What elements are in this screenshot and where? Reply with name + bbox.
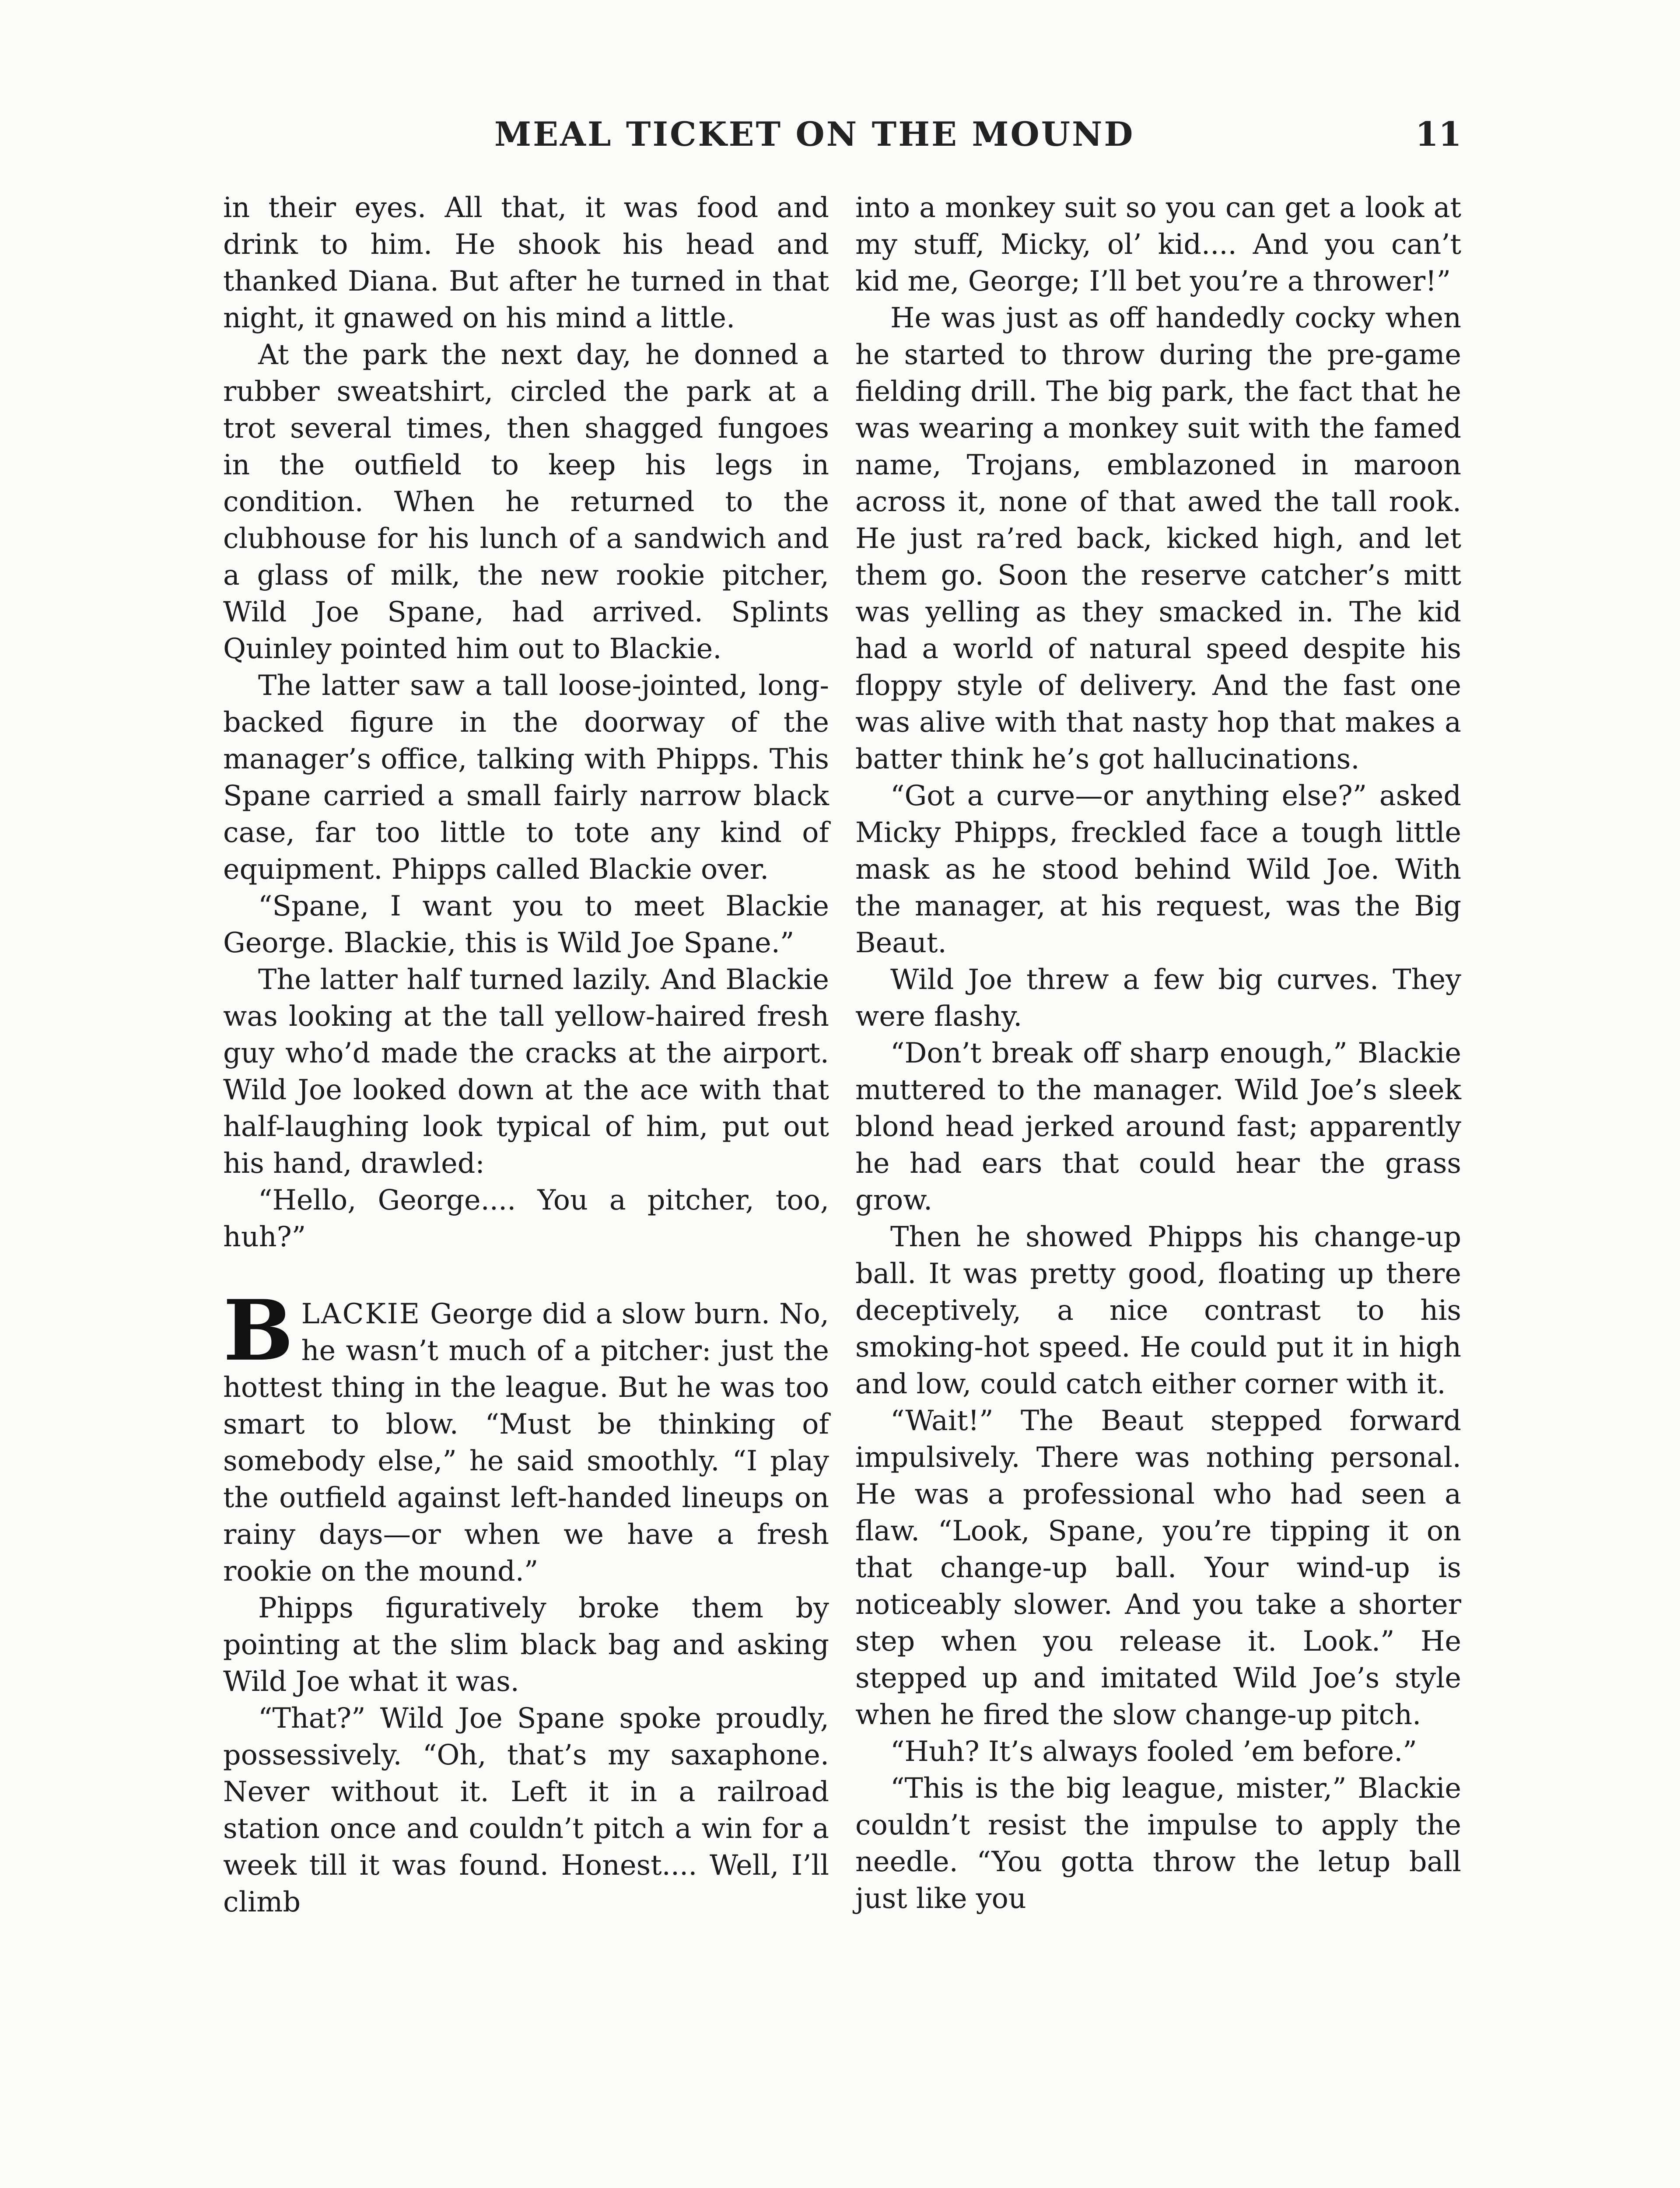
- right-column: [855, 189, 1461, 1917]
- page-number: 11: [1415, 115, 1462, 154]
- paragraph: “Wait!” The Beaut stepped forward impulsively. There was nothing personal. He was a professional who had seen a flaw. “Look, Spane, you’re tipping it on that change-up ball. Your wind-up is noticeably slower. And you take a shorter step when you release it. Look.” He stepped up and imitated Wild Joe’s style when he fired the slow change-up pitch.: [855, 1404, 1461, 1731]
- paragraph: in their eyes. All that, it was food and drink to him. He shook his head and thanked Diana. But after he turned in that night, it gnawed on his mind a little.: [223, 191, 829, 334]
- dropcap-word-rest: LACKIE: [301, 1297, 421, 1330]
- paragraph: At the park the next day, he donned a rubber sweatshirt, circled the park at a trot several times, then shagged fungoes in the outfield to keep his legs in condition. When he returned to the clubhouse for his lunch of a sandwich and a glass of milk, the new rookie pitcher, Wild Joe Spane, had arrived. Splints Quinley pointed him out to Blackie.: [223, 338, 829, 665]
- dropcap-text: George did a slow burn. No, he wasn’t much of a pitcher: just the hottest thing in the league. But he was too smart to blow. “Must be thinking of somebody else,” he said smoothly. “I play the outfield against left-handed lineups on rainy days—or when we have a fresh rookie on the mound.”: [223, 1297, 829, 1587]
- paragraph: “Spane, I want you to meet Blackie George. Blackie, this is Wild Joe Spane.”: [223, 890, 829, 959]
- paragraph: The latter half turned lazily. And Blackie was looking at the tall yellow-haired fresh guy who’d made the cracks at the airport. Wild Joe looked down at the ace with that half-laughing look typical of him, put out his hand, drawled:: [223, 963, 829, 1179]
- paragraph: “That?” Wild Joe Spane spoke proudly, possessively. “Oh, that’s my saxaphone. Never without it. Left it in a railroad station once and couldn’t pitch a win for a week till it was found. Honest.... Well, I’ll climb: [223, 1702, 829, 1918]
- paragraph: Wild Joe threw a few big curves. They were flashy.: [855, 963, 1461, 1032]
- paragraph: “Huh? It’s always fooled ’em before.”: [890, 1735, 1417, 1767]
- paragraph: “This is the big league, mister,” Blackie couldn’t resist the impulse to apply the needle. “You gotta throw the letup ball just like you: [855, 1772, 1461, 1914]
- paragraph: He was just as off handedly cocky when he started to throw during the pre-game fielding drill. The big park, the fact that he was wearing a monkey suit with the famed name, Trojans, emblazoned in maroon across it, none of that awed the tall rook. He just ra’red back, kicked high, and let them go. Soon the reserve catcher’s mitt was yelling as they smacked in. The kid had a world of natural speed despite his floppy style of delivery. And the fast one was alive with that nasty hop that makes a batter think he’s got hallucinations.: [855, 302, 1461, 775]
- paragraph: Then he showed Phipps his change-up ball. It was pretty good, floating up there deceptively, a nice contrast to his smoking-hot speed. He could put it in high and low, could catch either corner with it.: [855, 1220, 1461, 1400]
- running-title: MEAL TICKET ON THE MOUND: [494, 115, 1135, 154]
- paragraph: “Hello, George.... You a pitcher, too, huh?”: [223, 1184, 829, 1253]
- paragraph: “Don’t break off sharp enough,” Blackie muttered to the manager. Wild Joe’s sleek blond head jerked around fast; apparently he had ears that could hear the grass grow.: [855, 1037, 1461, 1216]
- paragraph: “Got a curve—or anything else?” asked Micky Phipps, freckled face a tough little mask as he stood behind Wild Joe. With the manager, at his request, was the Big Beaut.: [855, 779, 1461, 959]
- paragraph: into a monkey suit so you can get a look at my stuff, Micky, ol’ kid.... And you can’t kid me, George; I’ll bet you’re a thrower!”: [855, 191, 1461, 297]
- paragraph: Phipps figuratively broke them by pointing at the slim black bag and asking Wild Joe what it was.: [223, 1592, 829, 1697]
- left-column: [223, 189, 829, 1920]
- dropcap-paragraph: [223, 1282, 829, 1589]
- paragraph: The latter saw a tall loose-jointed, long-backed figure in the doorway of the manager’s office, talking with Phipps. This Spane carried a small fairly narrow black case, far too little to tote any kind of equipment. Phipps called Blackie over.: [223, 669, 829, 885]
- dropcap-letter: B: [223, 1282, 294, 1379]
